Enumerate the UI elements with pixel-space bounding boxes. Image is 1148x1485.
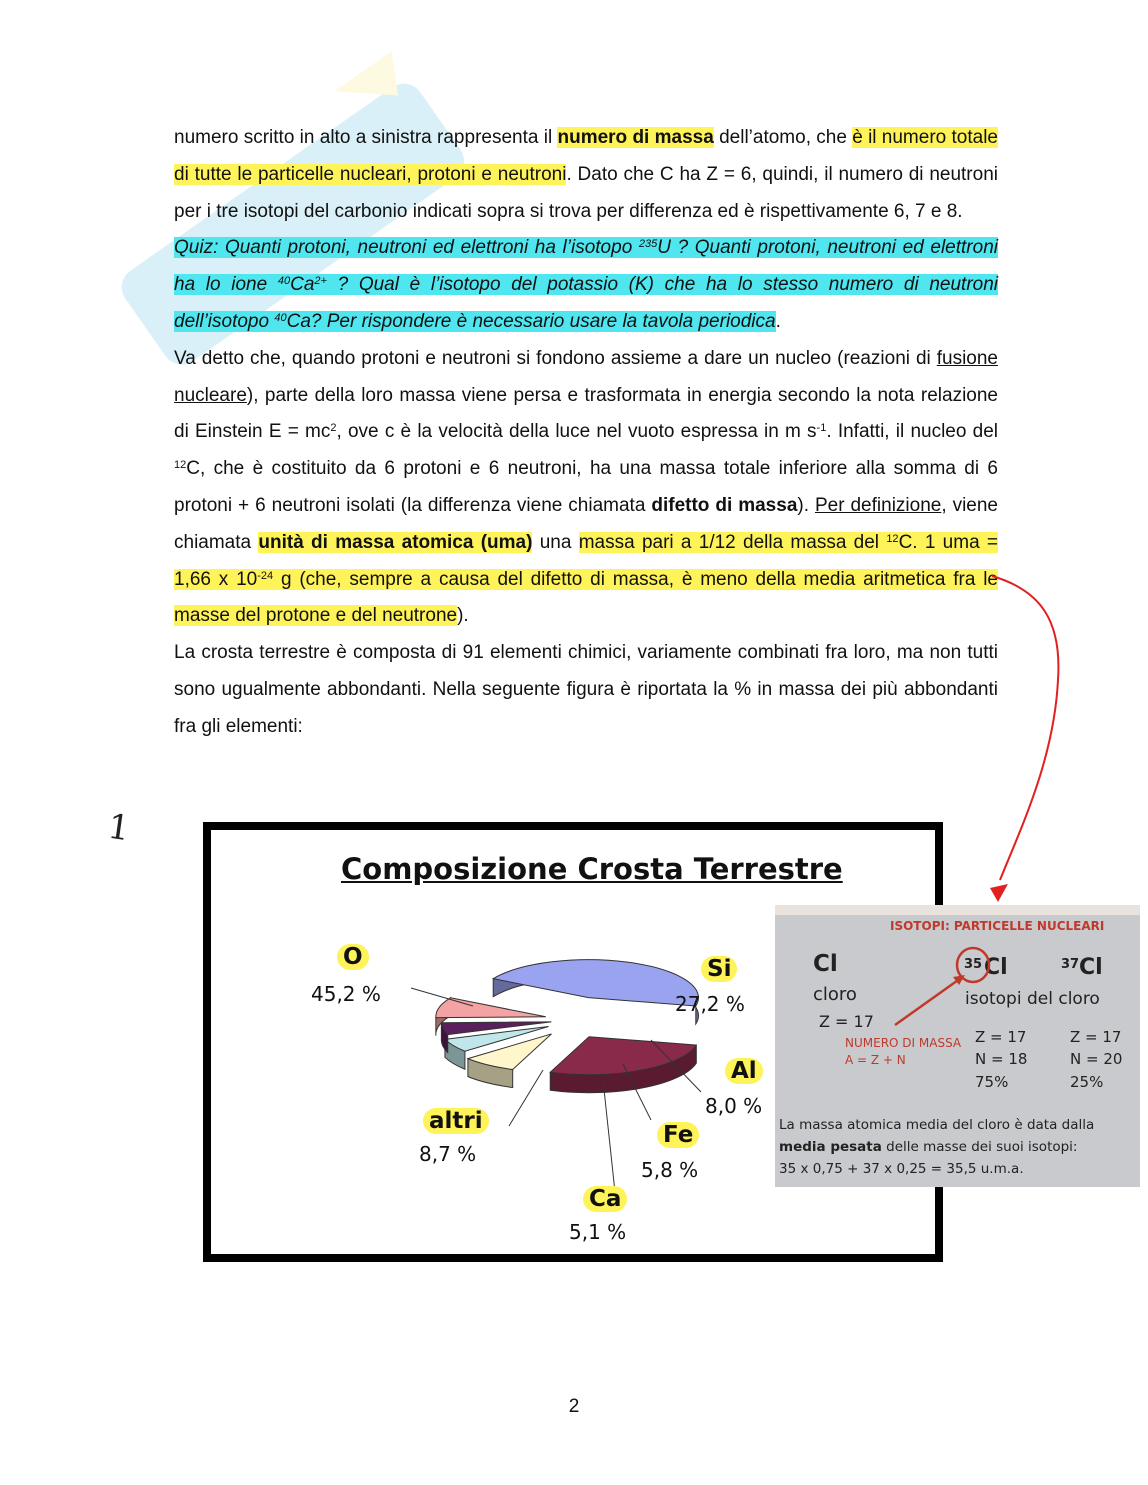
paragraph-earth-crust: La crosta terrestre è composta di 91 elementi chimici, variamente combinati fra loro, ma non tutti sono ugualmente abbondanti. Nella seguente figura è riportata la % in massa dei più abbondanti fra gli elementi:: [174, 642, 998, 737]
paragraph-mass-defect: Va detto che, quando protoni e neutroni si fondono assieme a dare un nucleo (reazioni di fusione nucleare), parte della loro massa viene persa e trasformata in energia secondo la nota relazione di Einstein $E = mc^2$, ove c è la velocità della luce nel vuoto espressa in m $s^{-1}$. Infatti, il nucleo del $^{12}$C, che è costituito da 6 protoni e 6 neutroni, ha una massa totale inferiore alla somma di 6 protoni + 6 neutroni isolati (la differenza viene chiamata difetto di massa). Per definizione, viene chiamata unità di massa atomica (uma) una massa pari a 1/12 della massa del $^{12}$C. 1 uma = 1,66 x $10^{-24}$ g (che, sempre a causa del difetto di massa, è meno della media aritmetica fra le masse del protone e del neutrone).: [174, 347, 999, 627]
iso37-symbol: Cl: [1079, 955, 1103, 980]
iso35-symbol: Cl: [984, 955, 1008, 980]
iso37-abundance: 25%: [1070, 1073, 1104, 1091]
photo-desc-line2: media pesata delle masse dei suoi isotopi:: [779, 1139, 1078, 1155]
value-ca: 5,1 %: [569, 1220, 627, 1244]
highlight-mass-number: numero di massa: [557, 127, 714, 148]
isotopes-label: isotopi del cloro: [965, 989, 1100, 1009]
isotopes-photo: [775, 905, 1140, 1187]
paragraph-quiz: Quiz: Quanti protoni, neutroni ed elettroni ha l’isotopo $^{235}$U ? Quanti protoni, neutroni ed elettroni ha lo ione $^{40}Ca^{2+}$ ? Qual è l’isotopo del potassio (K) che ha lo stesso numero di neutroni dell’isotopo $^{40}$Ca? Per rispondere è necessario usare la tavola periodica.: [174, 237, 998, 332]
iso37-z: Z = 17: [1070, 1028, 1122, 1046]
label-ca: Ca: [583, 1186, 627, 1212]
label-al: Al: [725, 1058, 763, 1084]
label-fe: Fe: [657, 1122, 699, 1148]
body-text: [174, 120, 998, 746]
highlight-uma: unità di massa atomica (uma): [258, 531, 533, 553]
value-o: 45,2 %: [311, 982, 381, 1006]
iso35-arrow: [895, 978, 961, 1025]
handwritten-mark: 1: [105, 806, 133, 850]
paragraph-mass-number: numero scritto in alto a sinistra rappresenta il numero di massa dell’atomo, che è il numero totale di tutte le particelle nucleari, protoni e neutroni. Dato che C ha Z = 6, quindi, il numero di neutroni per i tre isotopi del carbonio indicati sopra si trova per differenza ed è rispettivamente 6, 7 e 8.: [174, 127, 998, 222]
photo-annotations: [775, 905, 1140, 1187]
leader-line-ca: [603, 1080, 615, 1192]
label-altri: altri: [423, 1108, 489, 1134]
chlorine-symbol: Cl: [813, 951, 838, 977]
iso35-abundance: 75%: [975, 1073, 1009, 1091]
highlight-definition: è il numero totale di tutte le particelle nucleari, protoni e neutroni: [174, 127, 998, 185]
iso35-z: Z = 17: [975, 1028, 1027, 1046]
value-altri: 8,7 %: [419, 1142, 477, 1166]
photo-desc-line3: 35 x 0,75 + 37 x 0,25 = 35,5 u.m.a.: [779, 1161, 1024, 1177]
value-al: 8,0 %: [705, 1094, 763, 1118]
iso35-n: N = 18: [975, 1050, 1028, 1068]
photo-title: ISOTOPI: PARTICELLE NUCLEARI: [890, 919, 1105, 933]
leader-line-o: [411, 988, 473, 1006]
value-fe: 5,8 %: [641, 1158, 699, 1182]
chlorine-z: Z = 17: [819, 1012, 874, 1031]
iso37-mass: 37: [1061, 957, 1080, 972]
label-o: O: [337, 944, 369, 970]
photo-desc-line1: La massa atomica media del cloro è data dalla: [779, 1117, 1095, 1133]
iso37-n: N = 20: [1070, 1050, 1123, 1068]
iso35-mass: 35: [964, 957, 983, 972]
mass-number-formula: A = Z + N: [845, 1053, 906, 1067]
chlorine-name: cloro: [813, 984, 857, 1005]
value-si: 27,2 %: [675, 992, 745, 1016]
page-number: 2: [568, 1396, 580, 1417]
leader-line-altri: [509, 1070, 543, 1126]
label-si: Si: [701, 956, 737, 982]
mass-number-label: NUMERO DI MASSA: [845, 1036, 962, 1050]
chart-title: Composizione Crosta Terrestre: [341, 852, 843, 886]
